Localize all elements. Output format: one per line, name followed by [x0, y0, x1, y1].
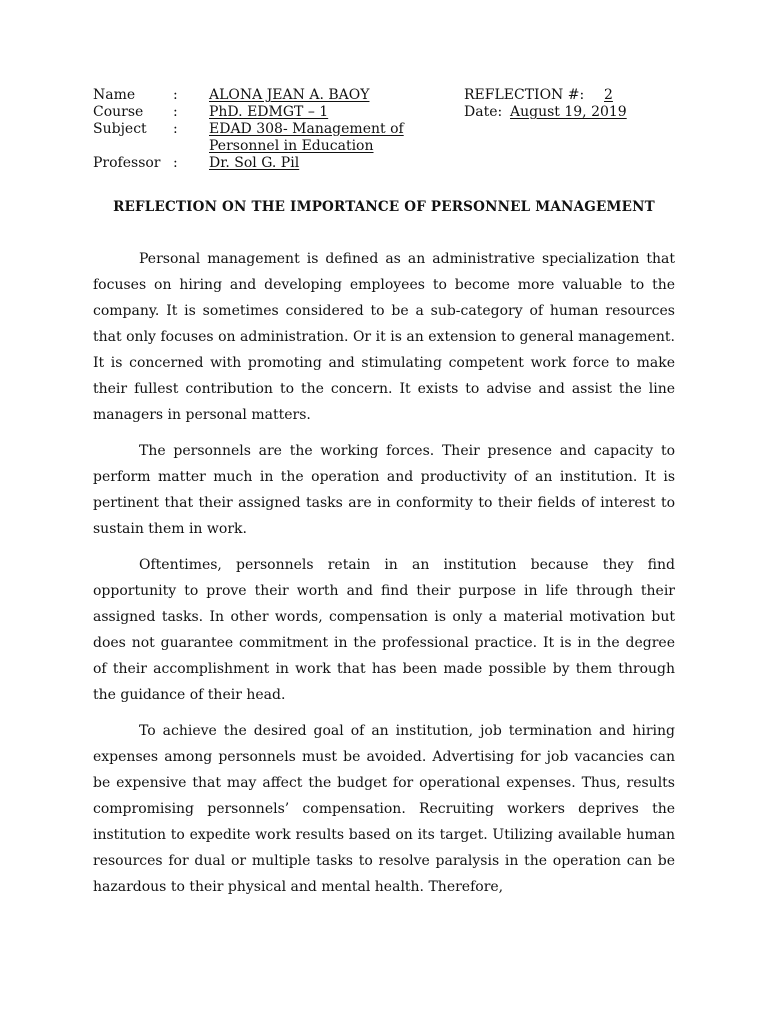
document-header [93, 87, 653, 172]
subject-label: Subject [93, 121, 147, 137]
reflection-label: REFLECTION #: [464, 87, 585, 103]
document-title: REFLECTION ON THE IMPORTANCE OF PERSONNEL MANAGEMENT [113, 199, 655, 215]
document-body [93, 246, 675, 910]
body-paragraph: Oftentimes, personnels retain in an institution because they find opportunity to prove their worth and find their purpose in life through their assigned tasks. In other words, compensation is only a material motivation but does not guarantee commitment in the professional practice. It is in the degree of their accomplishment in work that has been made possible by them through the guidance of their head. [93, 557, 675, 703]
name-label: Name [93, 87, 136, 103]
professor-label: Professor [93, 155, 161, 171]
name-colon: : [173, 87, 178, 103]
professor-value: Dr. Sol G. Pil [209, 155, 300, 171]
professor-colon: : [173, 155, 178, 171]
date-label: Date: [464, 104, 503, 120]
subject-value-line2: Personnel in Education [209, 138, 374, 154]
subject-row [93, 121, 653, 138]
course-label: Course [93, 104, 144, 120]
body-paragraph: Personal management is defined as an administrative specialization that focuses on hiring and developing employees to become more valuable to the company. It is sometimes considered to be a sub-category of human resources that only focuses on administration. Or it is an extension to general management. It is concerned with promoting and stimulating competent work force to make their fullest contribution to the concern. It exists to advise and assist the line managers in personal matters. [93, 251, 675, 423]
subject-row-continued [93, 138, 653, 155]
name-row [93, 87, 653, 104]
course-colon: : [173, 104, 178, 120]
subject-value-line1: EDAD 308- Management of [209, 121, 404, 137]
date-value: August 19, 2019 [510, 104, 627, 120]
body-paragraph: To achieve the desired goal of an institution, job termination and hiring expenses among personnels must be avoided. Advertising for job vacancies can be expensive that may affect the budget for operational expenses. Thus, results compromising personnels’ compensation. Recruiting workers deprives the institution to expedite work results based on its target. Utilizing available human resources for dual or multiple tasks to resolve paralysis in the operation can be hazardous to their physical and mental health. Therefore, [93, 723, 675, 895]
course-value: PhD. EDMGT – 1 [209, 104, 329, 120]
name-value: ALONA JEAN A. BAOY [209, 87, 370, 103]
subject-colon: : [173, 121, 178, 137]
course-row [93, 104, 653, 121]
professor-row [93, 155, 653, 172]
reflection-number: 2 [604, 87, 613, 103]
body-paragraph: The personnels are the working forces. Their presence and capacity to perform matter much in the operation and productivity of an institution. It is pertinent that their assigned tasks are in conformity to their fields of interest to sustain them in work. [93, 443, 675, 537]
